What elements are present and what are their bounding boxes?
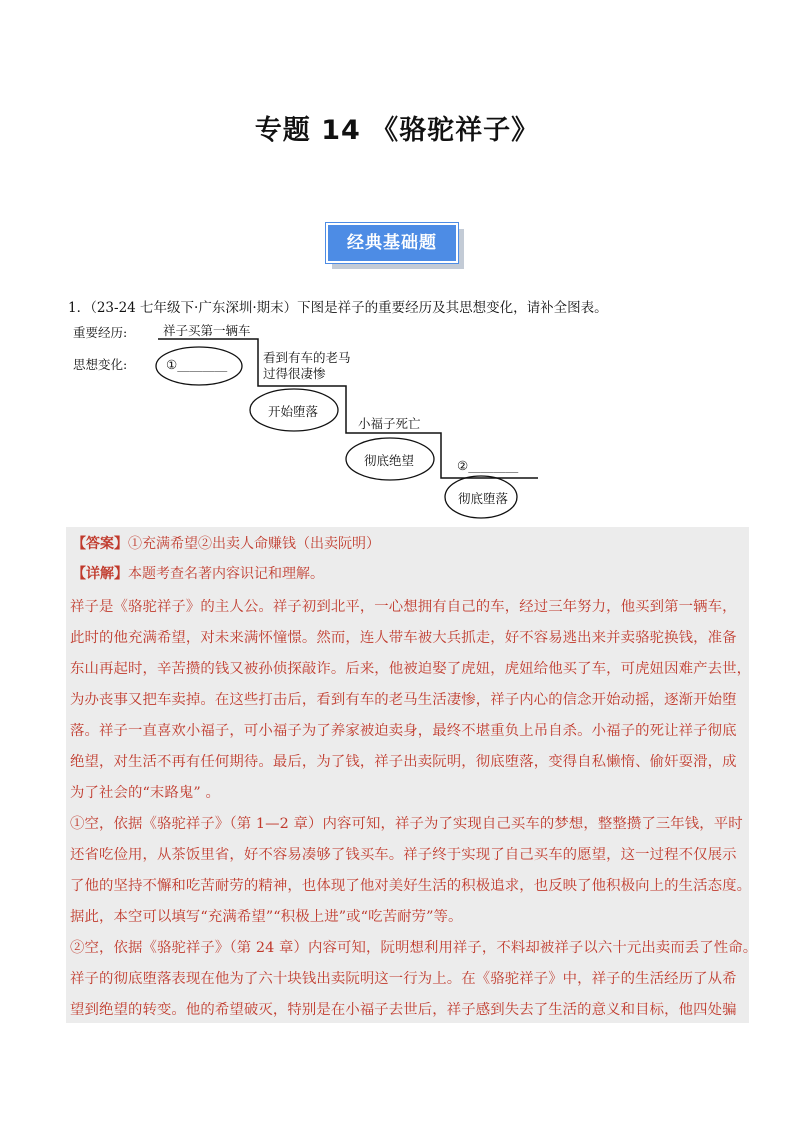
- part2-line: [70, 936, 757, 957]
- event-2-line1: 看到有车的老马: [263, 350, 351, 365]
- event-1: 祥子买第一辆车: [163, 323, 251, 338]
- oval-1-text: ①________: [166, 357, 228, 372]
- question-text: 下图是祥子的重要经历及其思想变化，请补全图表。: [297, 300, 608, 316]
- body-line: 祥子是《骆驼祥子》的主人公。祥子初到北平，一心想拥有自己的车，经过三年努力，他买到第一辆车，: [70, 599, 737, 615]
- event-2-line2: 过得很凄惨: [263, 366, 326, 381]
- detail-line: [72, 563, 324, 583]
- oval-4-text: 彻底堕落: [458, 491, 509, 506]
- row-label-experience: 重要经历:: [73, 325, 128, 340]
- part2-text: 空，依据《骆驼祥子》（第 24 章）内容可知，阮明想利用祥子，不料却被祥子以六十元出卖而丢了性命。: [84, 940, 758, 956]
- part1-line: 据此，本空可以填写“充满希望”“积极上进”或“吃苦耐劳”等。: [70, 909, 463, 925]
- oval-3-text: 彻底绝望: [364, 453, 415, 468]
- body-line: 落。祥子一直喜欢小福子，可小福子为了养家被迫卖身，最终不堪重负上吊自杀。小福子的死让祥子彻底: [70, 723, 737, 739]
- question-source: （23-24 七年级下·广东深圳·期末）: [90, 300, 298, 316]
- detail-tag: 【详解】: [72, 566, 128, 582]
- body-line: 绝望，对生活不再有任何期待。最后，为了钱，祥子出卖阮明，彻底堕落，变得自私懒惰、偷奸耍滑，成: [70, 754, 737, 770]
- question-number: 1．: [68, 300, 91, 316]
- part1-marker: ①: [70, 816, 85, 832]
- answer-tag: 【答案】: [72, 536, 128, 552]
- part1-line: 还省吃俭用，从茶饭里省，好不容易凑够了钱买车。祥子终于实现了自己买车的愿望，这一过程不仅展示: [70, 847, 737, 863]
- body-line: 东山再起时，辛苦攒的钱又被孙侦探敲诈。后来，他被迫娶了虎妞，虎妞给他买了车，可虎妞因难产去世，: [70, 661, 752, 677]
- part2-line: 望到绝望的转变。他的希望破灭，特别是在小福子去世后，祥子感到失去了生活的意义和目标，他四处骗: [70, 1002, 737, 1018]
- body-line: 为办丧事又把车卖掉。在这些打击后，看到有车的老马生活凄惨，祥子内心的信念开始动摇，逐渐开始堕: [70, 692, 737, 708]
- part2-marker: ②: [70, 940, 85, 956]
- part1-text: 空，依据《骆驼祥子》（第 1—2 章）内容可知，祥子为了实现自己买车的梦想，整整攒了三年钱，平时: [84, 816, 743, 832]
- event-3: 小福子死亡: [358, 416, 421, 431]
- body-line: 此时的他充满希望，对未来满怀憧憬。然而，连人带车被大兵抓走，好不容易逃出来并卖骆驼换钱，准备: [70, 630, 737, 646]
- oval-2-text: 开始堕落: [268, 404, 319, 419]
- body-line: 为了社会的“末路鬼” 。: [70, 785, 221, 801]
- part1-line: [70, 812, 743, 833]
- answer-text: ①充满希望②出卖人命赚钱（出卖阮明）: [128, 536, 380, 552]
- row-label-thought: 思想变化:: [73, 357, 128, 372]
- part2-line: 祥子的彻底堕落表现在他为了六十块钱出卖阮明这一行为上。在《骆驼祥子》中，祥子的生活经历了从希: [70, 971, 737, 987]
- page-title: 专题 14 《骆驼祥子》: [254, 115, 540, 146]
- detail-text: 本题考查名著内容识记和理解。: [128, 566, 324, 582]
- event-4: ②________: [457, 458, 519, 473]
- section-badge-label: 经典基础题: [326, 223, 458, 263]
- part1-line: 了他的坚持不懈和吃苦耐劳的精神，也体现了他对美好生活的积极追求，也反映了他积极向上的生活态度。: [70, 878, 752, 894]
- answer-line: [72, 533, 380, 553]
